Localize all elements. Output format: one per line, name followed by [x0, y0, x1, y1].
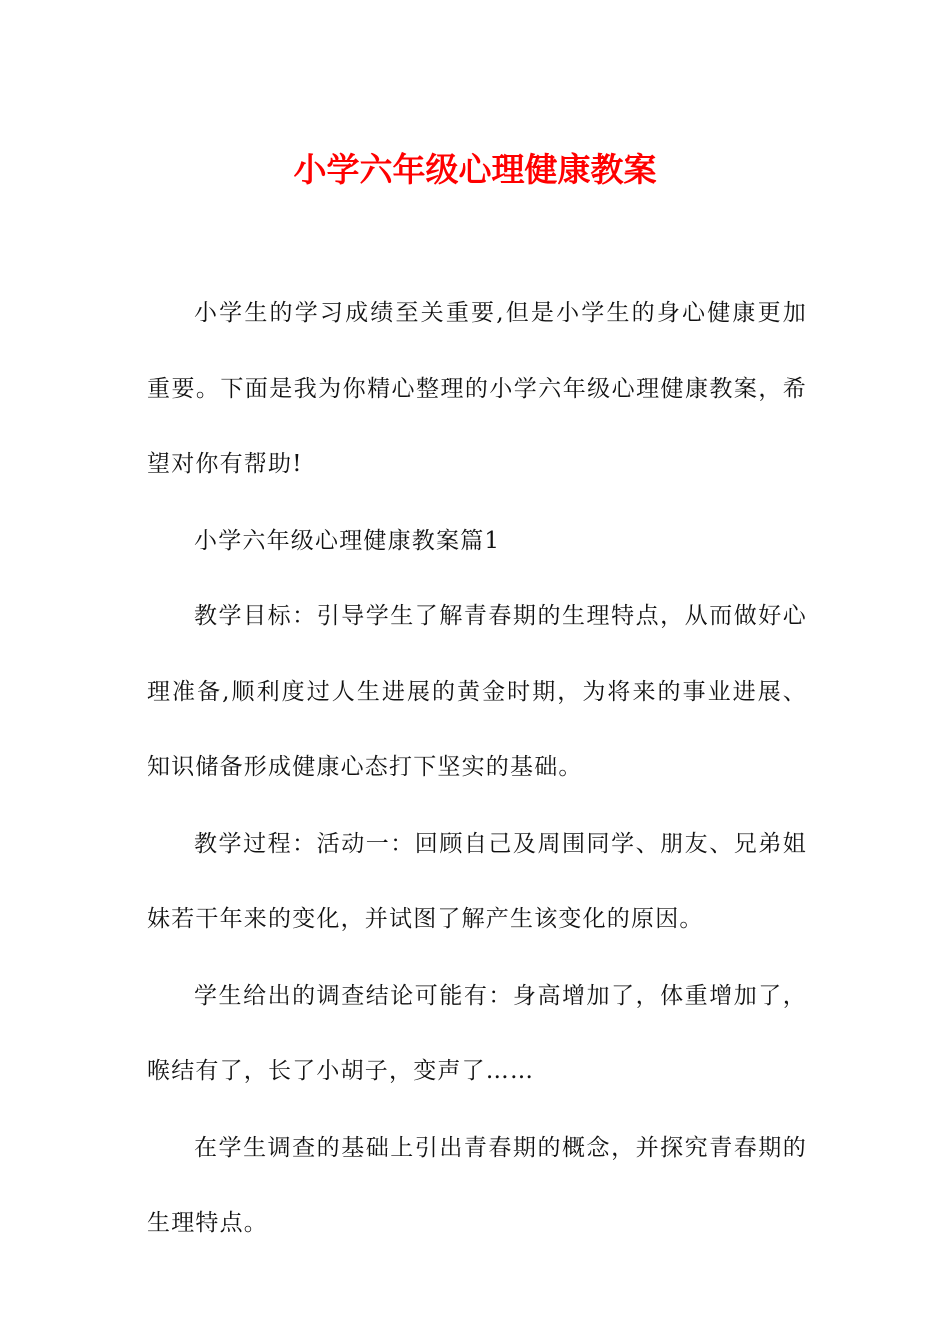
puberty-concept-paragraph: 在学生调查的基础上引出青春期的概念，并探究青春期的生理特点。 [147, 1134, 807, 1236]
document-body [147, 276, 807, 1263]
teaching-goal-paragraph: 教学目标：引导学生了解青春期的生理特点，从而做好心理准备,顺利度过人生进展的黄金时期，为将来的事业进展、知识储备形成健康心态打下坚实的基础。 [147, 603, 807, 780]
document-title: 小学六年级心理健康教案 [293, 150, 657, 189]
intro-paragraph: 小学生的学习成绩至关重要,但是小学生的身心健康更加重要。下面是我为你精心整理的小学六年级心理健康教案，希望对你有帮助! [147, 300, 807, 477]
section-heading: 小学六年级心理健康教案篇1 [194, 527, 501, 554]
survey-result-paragraph: 学生给出的调查结论可能有：身高增加了，体重增加了，喉结有了，长了小胡子，变声了…… [147, 982, 807, 1084]
teaching-process-paragraph: 教学过程：活动一：回顾自己及周围同学、朋友、兄弟姐妹若干年来的变化，并试图了解产生该变化的原因。 [147, 830, 807, 932]
